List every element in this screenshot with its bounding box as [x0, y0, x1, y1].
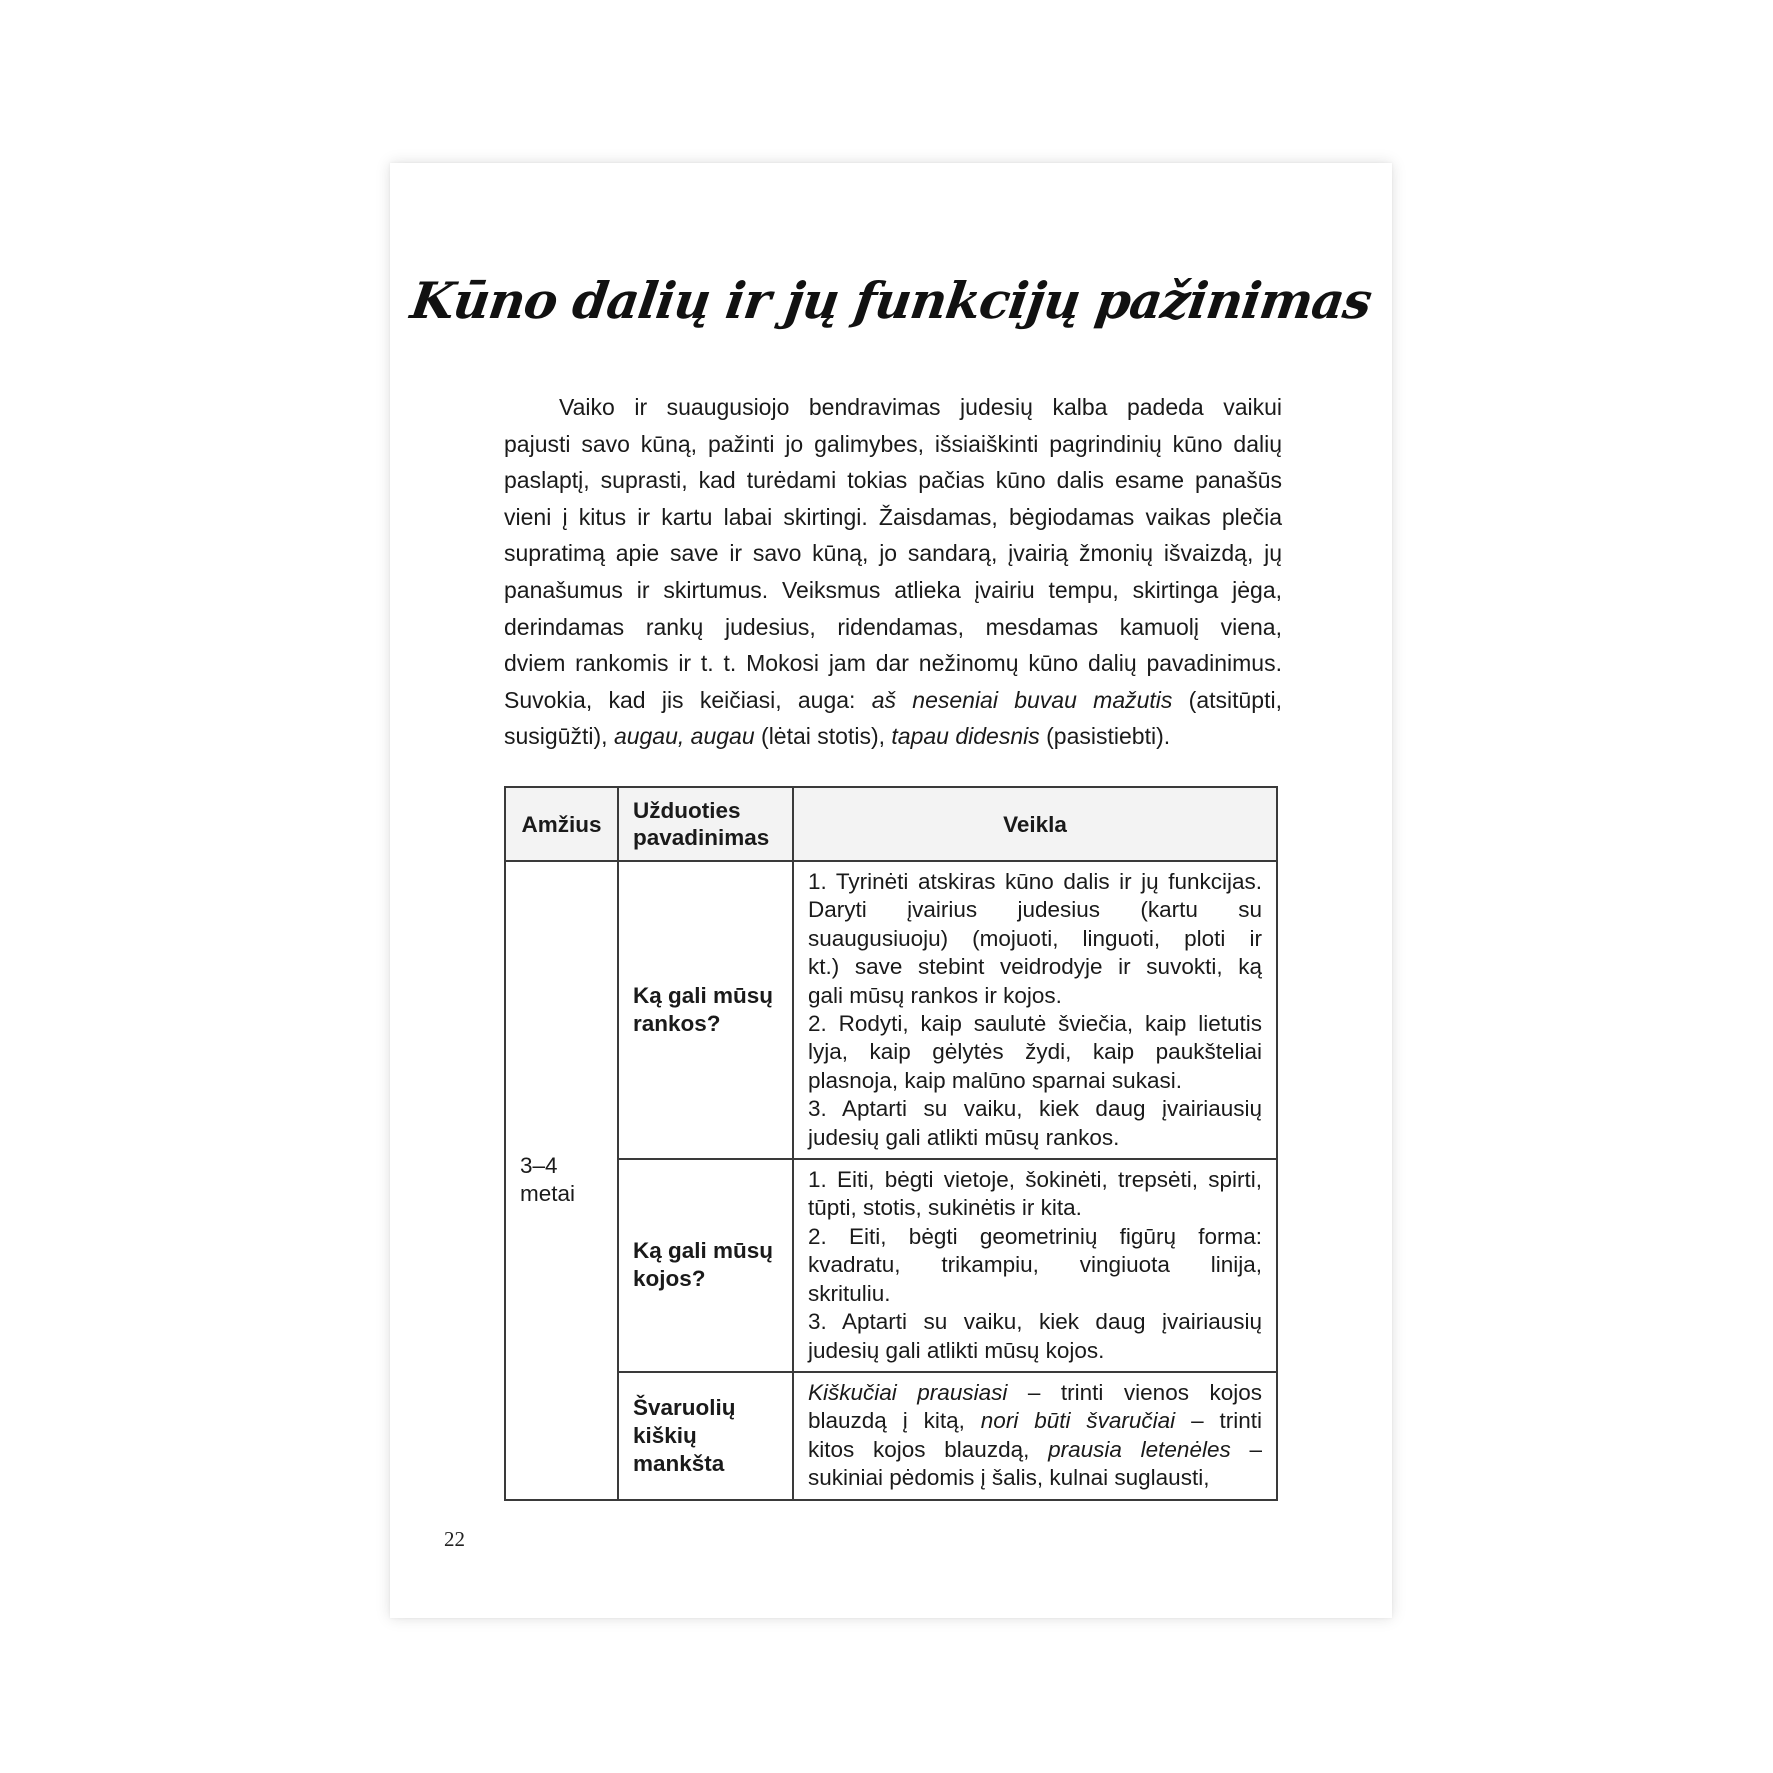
header-task-name	[618, 787, 793, 861]
activity-line: lyja, kaip gėlytės žydi, kaip paukšteliai	[808, 1039, 1262, 1065]
activity-line: 2. Rodyti, kaip saulutė šviečia, kaip lietutis	[808, 1011, 1262, 1037]
intro-line: dviem rankomis ir t. t. Mokosi jam dar nežinomų kūno dalių pavadinimus.	[504, 650, 1282, 677]
header-age: Amžius	[505, 787, 618, 861]
activity-line	[808, 1379, 1262, 1407]
activity-line: sukiniai pėdomis į šalis, kulnai suglausti,	[808, 1465, 1210, 1491]
book-page	[390, 163, 1392, 1618]
activity-cell	[793, 1372, 1277, 1500]
intro-line: panašumus ir skirtumus. Veiksmus atlieka įvairiu tempu, skirtinga jėga,	[504, 576, 1282, 603]
task-name-cell	[618, 861, 793, 1159]
intro-line: vieni į kitus ir kartu labai skirtingi. Žaisdamas, bėgiodamas vaikas plečia	[504, 503, 1282, 530]
table-row	[505, 1372, 1277, 1500]
page-number: 22	[444, 1527, 465, 1551]
activity-line: 2. Eiti, bėgti geometrinių figūrų forma:	[808, 1223, 1262, 1249]
task-line: kojos?	[633, 1266, 706, 1292]
intro-line: supratimą apie save ir savo kūną, jo sandarą, įvairią žmonių išvaizdą, jų	[504, 540, 1282, 567]
activity-text: –	[1230, 1436, 1262, 1462]
activity-text: kitos kojos blauzdą,	[808, 1436, 1049, 1462]
intro-text: Suvokia, kad jis keičiasi, auga:	[504, 686, 872, 713]
activity-text: blauzdą į kitą,	[808, 1408, 981, 1434]
age-unit: metai	[520, 1181, 576, 1207]
activity-line	[808, 1436, 1262, 1464]
activities-table	[504, 786, 1278, 1501]
page-title: Kūno dalių ir jų funkcijų pažinimas	[407, 271, 1375, 330]
activity-line	[808, 1407, 1262, 1435]
activity-line: 1. Eiti, bėgti vietoje, šokinėti, trepsėti, spirti,	[808, 1167, 1262, 1193]
intro-italic-text: tapau didesnis	[891, 723, 1040, 750]
intro-line: paslaptį, suprasti, kad turėdami tokias pačias kūno dalis esame panašūs	[504, 467, 1282, 494]
activity-line: plasnoja, kaip malūno sparnai sukasi.	[808, 1067, 1182, 1093]
task-name-cell	[618, 1372, 793, 1500]
intro-text: susigūžti),	[504, 723, 614, 750]
activity-line: skrituliu.	[808, 1280, 891, 1306]
activity-cell	[793, 1159, 1277, 1372]
task-line: mankšta	[633, 1450, 725, 1476]
intro-line: pajusti savo kūną, pažinti jo galimybes, išsiaiškinti pagrindinių kūno dalių	[504, 430, 1282, 457]
activity-line: gali mūsų rankos ir kojos.	[808, 982, 1062, 1008]
activity-line: kt.) save stebint veidrodyje ir suvokti, ką	[808, 954, 1262, 980]
activity-line: 3. Aptarti su vaiku, kiek daug įvairiausių	[808, 1096, 1262, 1122]
age-cell	[505, 861, 618, 1500]
intro-italic-text: augau, augau	[613, 723, 755, 750]
intro-text: (pasistiebti).	[1039, 723, 1171, 750]
activity-line: judesių gali atlikti mūsų rankos.	[808, 1124, 1120, 1150]
activity-text: – trinti	[1175, 1408, 1263, 1434]
task-line: kiškių	[633, 1422, 697, 1448]
task-line: Švaruolių	[633, 1394, 736, 1420]
header-task-line: pavadinimas	[633, 825, 770, 850]
intro-paragraph	[504, 389, 1282, 755]
task-line: Ką gali mūsų	[633, 983, 774, 1009]
table-row	[505, 1159, 1277, 1372]
table-row	[505, 861, 1277, 1159]
intro-text: (lėtai stotis),	[754, 723, 892, 750]
activity-line: 1. Tyrinėti atskiras kūno dalis ir jų funkcijas.	[808, 869, 1262, 894]
activity-italic-text: nori būti švaručiai	[980, 1408, 1176, 1434]
activity-line: judesių gali atlikti mūsų kojos.	[808, 1337, 1105, 1363]
age-range: 3–4	[520, 1153, 558, 1179]
task-line: rankos?	[633, 1011, 721, 1037]
intro-line	[504, 682, 1282, 719]
intro-text: (atsitūpti,	[1172, 686, 1282, 713]
activity-line: Daryti įvairius judesius (kartu su	[808, 897, 1262, 923]
task-name-cell	[618, 1159, 793, 1372]
table-header-row	[505, 787, 1277, 861]
activity-line: tūpti, stotis, sukinėtis ir kita.	[808, 1195, 1082, 1221]
header-task-line: Užduoties	[633, 798, 741, 823]
intro-line	[504, 718, 1282, 755]
activity-line: suaugusiuoju) (mojuoti, linguoti, ploti ir	[808, 925, 1262, 951]
intro-italic-text: aš neseniai buvau mažutis	[871, 686, 1173, 713]
activity-italic-text: Kiškučiai prausiasi	[808, 1379, 1008, 1405]
intro-line: Vaiko ir suaugusiojo bendravimas judesių kalba padeda vaikui	[559, 394, 1282, 420]
activity-line: 3. Aptarti su vaiku, kiek daug įvairiausių	[808, 1309, 1262, 1335]
task-line: Ką gali mūsų	[633, 1238, 774, 1264]
header-activity: Veikla	[793, 787, 1277, 861]
intro-line: derindamas rankų judesius, ridendamas, mesdamas kamuolį viena,	[504, 613, 1282, 640]
activity-text: – trinti vienos kojos	[1007, 1379, 1262, 1405]
activity-cell	[793, 861, 1277, 1159]
activity-line: kvadratu, trikampiu, vingiuota linija,	[808, 1252, 1262, 1278]
activity-italic-text: prausia letenėles	[1048, 1436, 1231, 1462]
